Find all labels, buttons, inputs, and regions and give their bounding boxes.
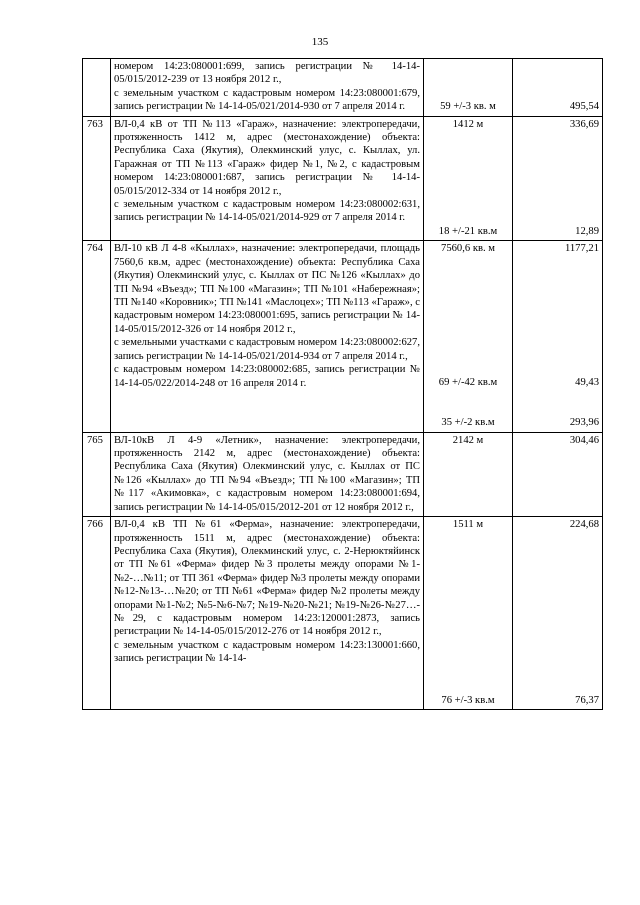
description-paragraph: с земельными участками с кадастровым номером 14:23:080002:627, запись регистрации № 14-14-05/021/2014-934 от 7 апреля 2014 г.,: [114, 337, 420, 362]
area-value: 2142 м: [452, 434, 484, 446]
description-paragraph: ВЛ-10 кВ Л 4-8 «Кыллах», назначение: электропередачи, площадь 7560,6 кв.м, адрес (местонахождение) объекта: Республика Саха (Якутия) Олекминский улус, с. Кыллах от ПС №126 «Кыллах» до ТП №94 «Въезд»; ТП №100 «Магазин»; ТП №101 «Набережная»; ТП №140 «Коровник»; ТП №141 «Маслоцех»; ТП №113 «Гараж», с кадастровым номером 14:23:080001:695, запись регистрации № 14-14-05/015/2012-326 от 14 ноября 2012 г.,: [114, 243, 420, 335]
cost-value: 495,54: [569, 101, 599, 112]
cost-value: 1177,21: [564, 243, 599, 255]
object-area: [424, 241, 513, 432]
table-row: [83, 116, 603, 241]
object-description: [111, 432, 424, 516]
object-area: [424, 116, 513, 241]
cost-value: 12,89: [575, 226, 599, 238]
description-paragraph: с земельным участком с кадастровым номером 14:23:080002:631, запись регистрации № 14-14-05/021/2014-929 от 7 апреля 2014 г.: [114, 199, 420, 224]
object-cost: [513, 59, 603, 117]
object-description: [111, 116, 424, 241]
object-cost: [513, 116, 603, 241]
description-paragraph: ВЛ-0,4 кВ от ТП №113 «Гараж», назначение: электропередачи, протяженность 1412 м, адрес (местонахождение) объекта: Республика Саха (Якутия), Олекминский улус, с. Кыллах, ул. Гаражная от ТП №113 «Гараж» фидер №1, №2, с кадастровым номером 14:23:080001:687, запись регистрации № 14-14-05/015/2012-334 от 14 ноября 2012 г.,: [114, 118, 420, 197]
registry-table: [82, 58, 603, 710]
area-value: 7560,6 кв. м: [441, 243, 495, 255]
cost-value: 76,37: [575, 694, 599, 706]
area-value: 1412 м: [452, 118, 484, 130]
table-row: [83, 59, 603, 117]
cost-value: 224,68: [569, 519, 599, 531]
object-area: [424, 517, 513, 710]
area-value: 35 +/-2 кв.м: [441, 417, 495, 429]
description-paragraph: с земельным участком с кадастровым номером 14:23:130001:660, запись регистрации № 14-14-: [114, 639, 420, 665]
cost-value: 49,43: [575, 376, 599, 388]
cost-value: 336,69: [569, 118, 599, 130]
table-row: [83, 241, 603, 432]
cost-value: 293,96: [569, 417, 599, 429]
row-number: 765: [83, 432, 111, 516]
description-paragraph: с кадастровым номером 14:23:080002:685, запись регистрации № 14-14-05/022/2014-248 от 16 апреля 2014 г.: [114, 364, 420, 389]
area-value: 76 +/-3 кв.м: [441, 694, 495, 706]
object-area: [424, 432, 513, 516]
row-number: [83, 59, 111, 117]
object-description: [111, 59, 424, 117]
table-row: [83, 432, 603, 516]
row-number: 764: [83, 241, 111, 432]
area-value: 18 +/-21 кв.м: [438, 226, 498, 238]
object-description: [111, 517, 424, 710]
cost-value: 304,46: [569, 434, 599, 446]
area-value: 59 +/-3 кв. м: [440, 101, 496, 112]
object-description: [111, 241, 424, 432]
description-paragraph: ВЛ-10кВ Л 4-9 «Летник», назначение: электропередачи, протяженность 2142 м, адрес (местонахождение) объекта: Республика Саха (Якутия) Олекминский улус, с. Кыллах от ПС №126 «Кыллах» до ТП №94 «Въезд»; ТП №100 «Магазин»; ТП №117 «Акимовка», с кадастровым номером 14:23:080001:694, запись регистрации № 14-14-05/015/2012-201 от 12 ноября 2012 г.,: [114, 434, 420, 513]
table-row: [83, 517, 603, 710]
row-number: 766: [83, 517, 111, 710]
area-value: 69 +/-42 кв.м: [438, 376, 498, 388]
object-cost: [513, 241, 603, 432]
row-number: 763: [83, 116, 111, 241]
description-paragraph: с земельным участком с кадастровым номером 14:23:080001:679, запись регистрации № 14-14-05/021/2014-930 от 7 апреля 2014 г.: [114, 87, 420, 113]
description-paragraph: номером 14:23:080001:699, запись регистрации № 14-14-05/015/2012-239 от 13 ноября 2012 г.,: [114, 61, 420, 86]
area-value: 1511 м: [452, 519, 484, 531]
description-paragraph: ВЛ-0,4 кВ ТП №61 «Ферма», назначение: электропередачи, протяженность 1511 м, адрес (местонахождение) объекта: Республика Саха (Якутия), Олекминский улус, с. 2-Нерюктяйинск от ТП №61 «Ферма» фидер №3 пролеты между опорами №1-№2-…№11; от ТП 361 «Ферма» фидер №3 пролеты между опорами №12-№13-…№20; от ТП №61 «Ферма» фидер №2 пролеты между опорами №1-№2; №5-№6-№7; №19-№20-№21; №19-№26-№27…-№29, с кадастровым номером 14:23:120001:2873, запись регистрации № 14-14-05/015/2012-276 от 14 ноября 2012 г.,: [114, 519, 420, 638]
object-area: [424, 59, 513, 117]
object-cost: [513, 432, 603, 516]
object-cost: [513, 517, 603, 710]
page-number: 135: [311, 36, 329, 48]
